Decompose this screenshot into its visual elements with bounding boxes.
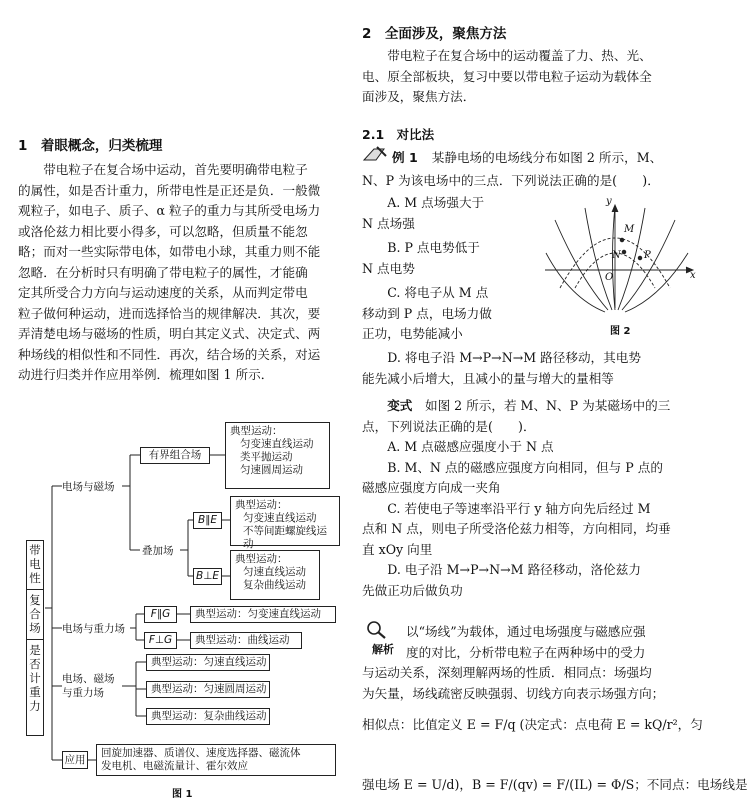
- fig2-label-n: N: [612, 250, 621, 261]
- para-line: 略；而对一些实际带电体，如带电小球，其重力则不能: [18, 244, 321, 259]
- fig2-label-y: y: [606, 196, 612, 207]
- option-c: C. 将电子从 M 点 移动到 P 点，电场力做 正功，电势能减小: [362, 285, 492, 341]
- box-emg-motion-2: 典型运动：匀速圆周运动: [146, 681, 270, 698]
- fig2-label-p: P: [644, 250, 651, 261]
- para-line: 种场线的相似性和不同性．再次，结合场的关系，对运: [18, 346, 321, 362]
- example-1-line-2: N、P 为该电场中的三点．下列说法正确的是( )．: [362, 173, 660, 188]
- para-line: 粒子做何种运动，进而选择恰当的规律解决．其次，要: [18, 305, 321, 321]
- fig2-label-o: O: [605, 272, 614, 283]
- box-bpe-motion: 典型运动： 匀变速直线运动 不等间距螺旋线运动: [230, 496, 340, 546]
- variant-option-c-3: 直 xOy 向里: [362, 541, 433, 557]
- branch-application: 应用: [62, 751, 88, 769]
- variant-option-c-2: 点和 N 点，则电子所受洛伦兹力相等，方向相同，均垂: [362, 521, 671, 536]
- section2-title: 2 全面涉及，聚焦方法: [362, 26, 507, 42]
- variant-option-c-1: C. 若使电子等速率沿平行 y 轴方向先后经过 M: [387, 500, 651, 516]
- para-line: 定其所受合力方向与运动速度的关系，从而判定带电: [18, 285, 308, 300]
- para-line: 或洛伦兹力相比要小得多，可以忽略，但质量不能忽: [18, 223, 308, 239]
- variant-option-d-2: 先做正功后做负功: [362, 582, 463, 598]
- para-line: 忽略．在分析时只有明确了带电粒子的属性，才能确: [18, 264, 308, 280]
- branch-gravity-electric: 电场与重力场: [62, 623, 125, 635]
- root-node: 带 电 性 复 合 场 是 否 计 重 力: [26, 540, 44, 736]
- section1-title: 1 着眼概念，归类梳理: [18, 138, 163, 154]
- para-line: 带电粒子在复合场中的运动覆盖了力、热、光、: [387, 48, 652, 63]
- option-a: A. M 点场强大于 N 点场强: [362, 195, 485, 231]
- variant: 变式 如图 2 所示，若 M、N、P 为某磁场中的三 点，下列说法正确的是( )． A. M 点磁感应强度小于 N 点 B. M、N 点的磁感应强度方向相同，但与 P 点的 磁感应强度方向成一夹角 C. 若使电子等速率沿平行 y 轴方向先后经过 M 点和 N 点，则电子所受洛伦兹力相等，方向相同，均垂 直 xOy 向里 D. 电子沿 M→P→N→M 路径移动，洛伦兹力 先做正功后做负功: [362, 396, 688, 601]
- figure-1-diagram: [0, 0, 350, 810]
- node-f-perp-g: F⊥G: [144, 632, 177, 649]
- para-line: 动进行归类并作应用举例．梳理如图 1 所示．: [18, 367, 274, 382]
- variant-option-d-1: D. 电子沿 M→P→N→M 路径移动，洛伦兹力: [387, 562, 641, 577]
- example-1-line-1: 例 1 某静电场的电场线分布如图 2 所示，M、: [392, 150, 663, 165]
- node-b-perp-e: B⊥E: [193, 568, 222, 585]
- option-b: B. P 点电势低于 N 点电势: [362, 240, 480, 276]
- para-line: 面涉及，聚焦方法．: [362, 89, 476, 104]
- box-fpg-motion: 典型运动：匀变速直线运动: [190, 606, 336, 623]
- subsection-2-1: 2.1 对比法: [362, 127, 435, 142]
- para-line: 的属性，如是否计重力，所带电性是正还是负．一般微: [18, 182, 321, 198]
- node-f-parallel-g: F∥G: [144, 606, 177, 623]
- box-emg-motion-3: 典型运动：复杂曲线运动: [146, 708, 270, 725]
- example-label: 例 1: [392, 150, 418, 165]
- para-line: 带电粒子在复合场中运动，首先要明确带电粒子: [43, 162, 308, 177]
- analysis-label: 解析: [372, 643, 394, 656]
- box-application-text: 回旋加速器、质谱仪、速度选择器、磁流体 发电机、电磁流量计、霍尔效应: [96, 744, 336, 776]
- variant-option-b-2: 磁感应强度方向成一夹角: [362, 480, 501, 495]
- figure-2-caption: 图 2: [610, 326, 631, 337]
- analysis-text: 以“场线”为载体，通过电场强度与磁感应强 度的对比，分析带电粒子在两种场中的受力 与运动关系，深刻理解两场的性质．相同点：场强均 为矢量，场线疏密反映强弱、切线方向表示场强方向；: [362, 624, 665, 701]
- branch-em-field: 电场与磁场: [62, 481, 115, 493]
- fig2-label-x: x: [690, 270, 696, 281]
- para-line: 电、原全部板块，复习中要以带电粒子运动为载体全: [362, 68, 652, 84]
- section2-paragraph: [362, 46, 688, 108]
- para-line: 观粒子，如电子、质子、α 粒子的重力与其所受电场力: [18, 203, 321, 218]
- variant-option-b-1: B. M、N 点的磁感应强度方向相同，但与 P 点的: [387, 459, 663, 475]
- variant-option-a: A. M 点磁感应强度小于 N 点: [387, 439, 554, 454]
- formula-line-2: 强电场 E = U/d)，B = F/(qv) = F/(IL) = Φ/S；不同点：电场线是: [362, 777, 748, 792]
- figure-1-caption: 图 1: [172, 789, 193, 800]
- node-diejia: 叠加场: [142, 545, 174, 557]
- box-fpp-motion: 典型运动：曲线运动: [190, 632, 302, 649]
- option-d: D. 将电子沿 M→P→N→M 路径移动，其电势 能先减小后增大，且减小的量与增大的量相等: [362, 350, 641, 386]
- branch-em-gravity: 电场、磁场 与重力场: [62, 673, 115, 699]
- node-youjie: 有界组合场: [140, 447, 210, 464]
- formula-line-1: 相似点：比值定义 E = F/q (决定式：点电荷 E = kQ/r²，匀: [362, 717, 703, 732]
- fig2-label-m: M: [624, 224, 635, 235]
- example-icon: [362, 145, 388, 163]
- variant-label: 变式: [387, 398, 413, 413]
- box-youjie-motion: 典型运动： 匀变速直线运动 类平抛运动 匀速圆周运动: [225, 422, 330, 489]
- para-line: 弄清楚电场与磁场的性质，明白其定义式、决定式、两: [18, 326, 321, 341]
- node-b-parallel-e: B∥E: [193, 512, 222, 529]
- box-bpp-motion: 典型运动： 匀速直线运动 复杂曲线运动: [230, 550, 320, 600]
- box-emg-motion-1: 典型运动：匀速直线运动: [146, 654, 270, 671]
